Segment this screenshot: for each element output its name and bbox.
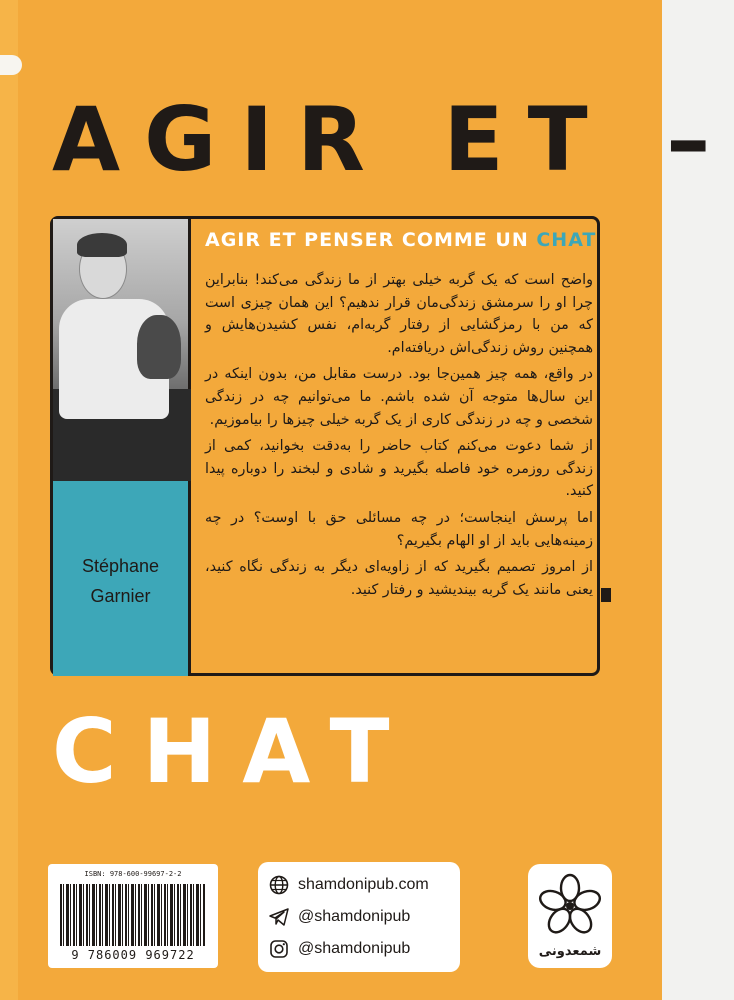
barcode-number: 9 786009 969722 xyxy=(71,948,195,962)
title-bottom: CHAT xyxy=(52,700,416,803)
paragraph-1: واضح است که یک گربه خیلی بهتر از ما زندگی می‌کند! بنابراین چرا او را سرمشق زندگی‌مان قرار ندهیم؟ این همان چیزی است که من با رمزگشایی از رفتار گربه‌ام، نفس کشیدن‌هایش و همچنین روش زندگی‌اش دریافته‌ام. xyxy=(205,272,593,356)
telegram-handle[interactable]: @shamdonipub xyxy=(298,908,411,925)
spine-notch xyxy=(0,55,22,75)
paragraph-5: از امروز تصمیم بگیرید که از زاویه‌ای دیگر به زندگی نگاه کنید، یعنی مانند یک گربه بیندیشید و رفتار کنید. xyxy=(205,559,593,598)
author-last-name: Garnier xyxy=(90,586,151,606)
telegram-icon xyxy=(268,906,290,928)
synopsis-panel xyxy=(50,216,600,676)
barcode-bars xyxy=(60,884,206,946)
contact-box xyxy=(258,862,460,972)
paragraph-3: از شما دعوت می‌کنم کتاب حاضر را به‌دقت بخوانید، کمی از زندگی روزمره خود فاصله بگیرید و شادی و لبخند را دوباره پیدا کنید. xyxy=(205,438,593,500)
author-first-name: Stéphane xyxy=(81,556,160,576)
isbn-label: ISBN: 978-600-99697-2-2 xyxy=(84,870,182,878)
paragraph-4: اما پرسش اینجاست؛ در چه مسائلی حق با اوست؟ در چه زمینه‌هایی باید از او الهام بگیریم؟ xyxy=(205,509,593,549)
telegram-row[interactable] xyxy=(268,902,458,932)
website-row[interactable] xyxy=(268,870,458,900)
instagram-icon xyxy=(268,938,290,960)
synopsis-text xyxy=(59,269,593,605)
panel-heading-highlight: CHAT xyxy=(536,229,597,251)
title-top: AGIR ET – xyxy=(52,88,734,191)
panel-heading-main: AGIR ET PENSER COMME UN xyxy=(205,229,537,251)
panel-heading xyxy=(205,229,595,251)
barcode xyxy=(48,864,218,968)
globe-icon xyxy=(268,874,290,896)
flower-logo-icon xyxy=(528,866,612,946)
instagram-row[interactable] xyxy=(268,934,458,964)
website-link[interactable]: shamdonipub.com xyxy=(298,876,429,893)
panel-marker xyxy=(601,588,611,602)
spine-edge xyxy=(0,0,18,1000)
paragraph-2: در واقع، همه چیز همین‌جا بود. درست مقابل من، بدون اینکه در این سال‌ها متوجه آن شده باشم. ما می‌توانیم چه در زندگی شخصی و چه در زندگی کاری از یک گربه خیلی چیزها را بیاموزیم. xyxy=(205,366,593,428)
publisher-name: شمعدونی xyxy=(538,944,602,959)
publisher-logo xyxy=(528,864,612,968)
instagram-handle[interactable]: @shamdonipub xyxy=(298,940,411,957)
